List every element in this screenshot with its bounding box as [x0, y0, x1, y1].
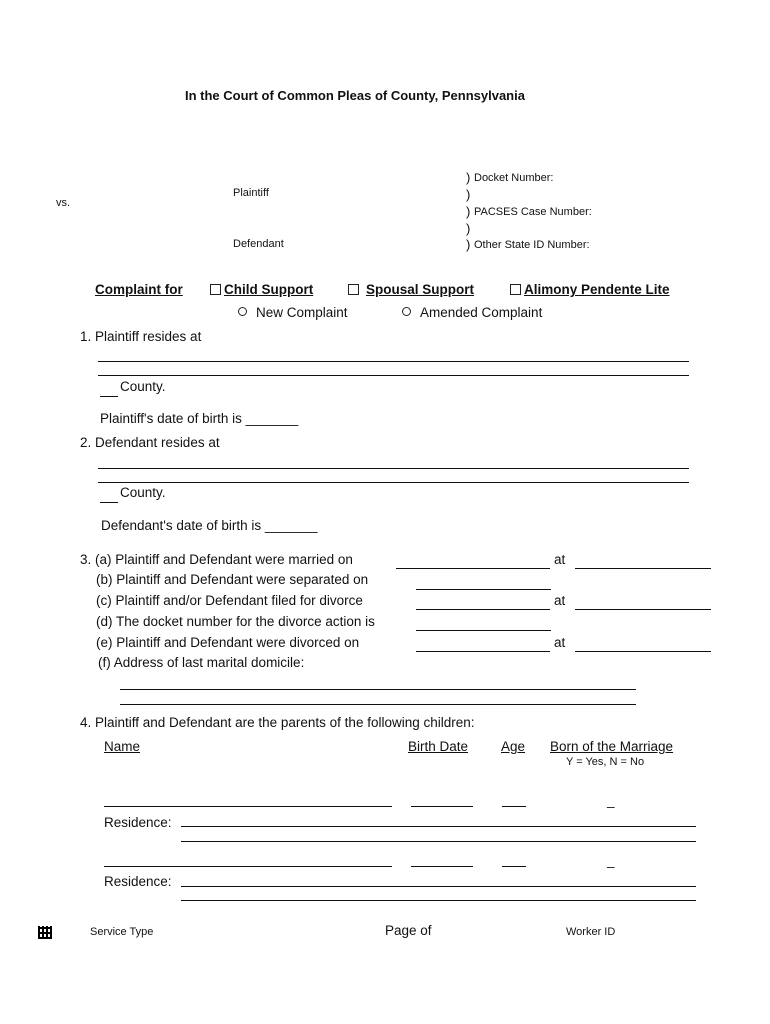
spousal-support-label: Spousal Support [366, 282, 474, 297]
separated-on-label: (b) Plaintiff and Defendant were separated on [96, 572, 369, 587]
caption-paren: ) [466, 237, 471, 252]
plaintiff-label: Plaintiff [233, 187, 269, 199]
child-support-option[interactable] [210, 282, 313, 297]
child-2-marriage-field[interactable]: _ [607, 853, 615, 868]
pacses-case-number-label: PACSES Case Number: [474, 206, 592, 218]
caption-paren: ) [466, 187, 471, 202]
docket-number-label: Docket Number: [474, 172, 554, 184]
married-at-field[interactable] [575, 568, 711, 569]
section1-heading: 1. Plaintiff resides at [80, 329, 202, 344]
child-2-residence-line-2[interactable] [181, 900, 696, 901]
defendant-label: Defendant [233, 238, 284, 250]
new-complaint-label: New Complaint [256, 305, 348, 320]
divorced-on-date-field[interactable] [416, 651, 550, 652]
col-born-of-marriage-header: Born of the Marriage [550, 739, 674, 754]
marital-domicile-line-2[interactable] [120, 704, 636, 705]
child-2-residence-label: Residence: [104, 874, 172, 889]
barcode-icon [38, 926, 52, 939]
caption-paren: ) [466, 170, 471, 185]
child-1-residence-label: Residence: [104, 815, 172, 830]
col-birth-date-header: Birth Date [408, 739, 469, 754]
service-type-label: Service Type [90, 926, 154, 938]
married-on-date-field[interactable] [396, 568, 550, 569]
divorce-docket-label: (d) The docket number for the divorce action is [96, 614, 375, 629]
divorced-on-label: (e) Plaintiff and Defendant were divorced on [96, 635, 360, 650]
other-state-id-label: Other State ID Number: [474, 239, 590, 251]
child-2-birth-date-field[interactable] [411, 866, 473, 867]
filed-divorce-date-field[interactable] [416, 609, 550, 610]
filed-divorce-label: (c) Plaintiff and/or Defendant filed for divorce [96, 593, 363, 608]
defendant-address-line-2[interactable] [98, 482, 689, 483]
plaintiff-address-line-1[interactable] [98, 361, 689, 362]
separated-on-date-field[interactable] [416, 589, 551, 590]
section4-heading: 4. Plaintiff and Defendant are the parents of the following children: [80, 715, 475, 730]
plaintiff-dob: Plaintiff's date of birth is _______ [100, 411, 299, 426]
spousal-support-checkbox[interactable] [348, 284, 359, 295]
at-label: at [554, 552, 566, 567]
child-2-name-field[interactable] [104, 866, 392, 867]
alimony-label: Alimony Pendente Lite [524, 282, 670, 297]
col-age-header: Age [501, 739, 526, 754]
section2-heading: 2. Defendant resides at [80, 435, 220, 450]
amended-complaint-option[interactable] [402, 305, 542, 320]
amended-complaint-radio[interactable] [402, 307, 411, 316]
child-support-label: Child Support [224, 282, 314, 297]
at-label: at [554, 635, 566, 650]
child-2-residence-line-1[interactable] [181, 886, 696, 887]
amended-complaint-label: Amended Complaint [420, 305, 543, 320]
plaintiff-county-label: County. [120, 379, 166, 394]
alimony-checkbox[interactable] [510, 284, 521, 295]
plaintiff-county-blank[interactable] [100, 396, 118, 397]
plaintiff-address-line-2[interactable] [98, 375, 689, 376]
spousal-support-option[interactable] [348, 282, 474, 297]
caption-paren: ) [466, 204, 471, 219]
worker-id-label: Worker ID [566, 926, 616, 938]
married-on-label: 3. (a) Plaintiff and Defendant were married on [80, 552, 353, 567]
defendant-county-label: County. [120, 485, 166, 500]
filed-divorce-at-field[interactable] [575, 609, 711, 610]
at-label: at [554, 593, 566, 608]
child-1-birth-date-field[interactable] [411, 806, 473, 807]
yn-note: Y = Yes, N = No [566, 756, 645, 768]
defendant-dob: Defendant's date of birth is _______ [101, 518, 318, 533]
child-1-marriage-field[interactable]: _ [607, 793, 615, 808]
child-1-name-field[interactable] [104, 806, 392, 807]
child-support-checkbox[interactable] [210, 284, 221, 295]
vs-label: vs. [56, 197, 71, 209]
complaint-for-label: Complaint for [95, 282, 183, 297]
defendant-county-blank[interactable] [100, 502, 118, 503]
page-number: Page of [385, 923, 432, 938]
alimony-option[interactable] [510, 282, 670, 297]
col-name-header: Name [104, 739, 141, 754]
new-complaint-option[interactable] [238, 305, 348, 320]
defendant-address-line-1[interactable] [98, 468, 689, 469]
child-1-residence-line-2[interactable] [181, 841, 696, 842]
new-complaint-radio[interactable] [238, 307, 247, 316]
marital-domicile-label: (f) Address of last marital domicile: [98, 655, 305, 670]
divorce-docket-field[interactable] [416, 630, 551, 631]
caption-paren: ) [466, 221, 471, 236]
child-2-age-field[interactable] [502, 866, 526, 867]
divorced-at-field[interactable] [575, 651, 711, 652]
page-title: In the Court of Common Pleas of County, Pennsylvania [185, 88, 525, 103]
child-1-age-field[interactable] [502, 806, 526, 807]
marital-domicile-line-1[interactable] [120, 689, 636, 690]
child-1-residence-line-1[interactable] [181, 826, 696, 827]
